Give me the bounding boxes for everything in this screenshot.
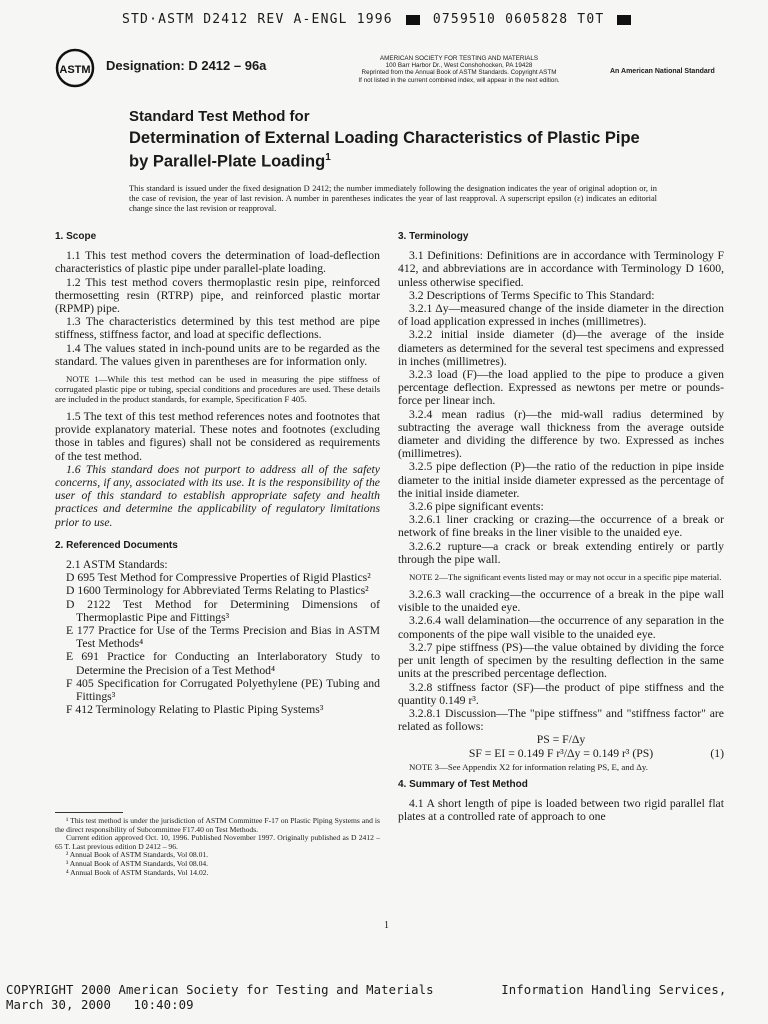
equation-number: (1): [710, 746, 724, 760]
equation-line: SF = EI = 0.149 F r³/Δy = 0.149 r³ (PS): [468, 746, 654, 760]
page-number: 1: [384, 920, 389, 931]
header-line: STD·ASTM D2412 REV A-ENGL 1996: [122, 12, 393, 27]
paragraph: 3.2.3 load (F)—the load applied to the pipe to produce a given percentage deflection. Expressed as newtons per metre or pounds-force per linear inch.: [398, 368, 724, 408]
paragraph: 1.5 The text of this test method references notes and footnotes that provide explanatory material. These notes and footnotes (excluding those in tables and figures) shall not be considered as requirements of the test method.: [55, 410, 380, 463]
note: NOTE 3—See Appendix X2 for information relating PS, E, and Δy.: [409, 761, 648, 772]
block-mark: [406, 15, 420, 25]
note: NOTE 2—The significant events listed may or may not occur in a specific pipe material.: [409, 572, 722, 583]
paragraph: 3.2.4 mean radius (r)—the mid-wall radius determined by subtracting the average wall thickness from the average outside diameter and dividing the difference by two. Expressed as inches (millimetres).: [398, 407, 724, 461]
equation: [398, 747, 724, 760]
reference-item: E 691 Practice for Conducting an Interlaboratory Study to Determine the Precision of a Test Method⁴: [66, 650, 380, 677]
reference-item: D 1600 Terminology for Abbreviated Terms Relating to Plastics²: [66, 584, 369, 598]
footnote: ² Annual Book of ASTM Standards, Vol 08.01.: [66, 850, 209, 860]
paragraph: 3.2.6 pipe significant events:: [409, 500, 544, 514]
paragraph: 2.1 ASTM Standards:: [66, 558, 168, 572]
paragraph: 3.2.6.3 wall cracking—the occurrence of a break in the pipe wall visible to the unaided eye.: [398, 588, 724, 615]
footnote: ¹ This test method is under the jurisdiction of ASTM Committee F-17 on Plastic Piping Systems and is the direct responsibility of Subcommittee F17.40 on Test Methods.: [55, 816, 380, 834]
reference-item: E 177 Practice for Use of the Terms Precision and Bias in ASTM Test Methods⁴: [66, 624, 380, 651]
header-code: 0759510 0605828 T0T: [432, 12, 605, 27]
header-stamp: [122, 12, 635, 27]
designation: Designation: D 2412 – 96a: [106, 58, 267, 73]
footnote: ³ Annual Book of ASTM Standards, Vol 08.04.: [66, 858, 209, 868]
section-heading: 3. Terminology: [398, 231, 469, 242]
footnote: ⁴ Annual Book of ASTM Standards, Vol 14.02.: [66, 867, 209, 877]
standard-title: Standard Test Method for: [129, 108, 310, 125]
left-column: [55, 230, 380, 717]
footnotes: [55, 817, 380, 877]
paragraph: 3.2.7 pipe stiffness (PS)—the value obtained by dividing the force per unit length of specimen by the resulting deflection in the same units at the prescribed percentage deflection.: [398, 640, 724, 681]
footer-line: COPYRIGHT 2000 American Society for Testing and Materials Information Handling Services,: [6, 983, 727, 997]
note: NOTE 1—While this test method can be used in measuring the pipe stiffness of corrugated plastic pipe or tubing, special conditions and procedures are used. These details are included in the product standards, for example, Specification F 405.: [55, 374, 380, 405]
paragraph: 3.2.1 Δy—measured change of the inside diameter in the direction of load application expressed in inches (millimetres).: [398, 302, 724, 329]
title-footnote-mark: 1: [325, 152, 331, 163]
paragraph: 1.3 The characteristics determined by this test method are pipe stiffness, stiffness factor, and load at specific deflections.: [55, 315, 380, 342]
svg-text:ASTM: ASTM: [59, 64, 91, 76]
publisher-block: [324, 55, 594, 84]
section-heading: 2. Referenced Documents: [55, 539, 178, 551]
paragraph: 3.2.8.1 Discussion—The "pipe stiffness" and "stiffness factor" are related as follows:: [398, 706, 724, 734]
paragraph: 3.2.5 pipe deflection (P)—the ratio of the reduction in pipe inside diameter to the initial inside diameter expressed as the percentage of the initial inside diameter.: [398, 460, 724, 500]
main-title-text: Determination of External Loading Characteristics of Plastic Pipe by Parallel-Plate Loading: [129, 129, 640, 171]
footnote: Current edition approved Oct. 10, 1996. Published November 1997. Originally published as D 2412 – 65 T. Last previous edition D 2412 – 96.: [55, 833, 380, 851]
paragraph: 3.1 Definitions: Definitions are in accordance with Terminology F 412, and abbreviations are in accordance with Terminology D 1600, unless otherwise specified.: [398, 249, 724, 289]
reference-item: F 405 Specification for Corrugated Polyethylene (PE) Tubing and Fittings³: [66, 676, 380, 704]
paragraph: 3.2.8 stiffness factor (SF)—the product of pipe stiffness and the quantity 0.149 r³.: [398, 680, 724, 707]
reference-item: D 2122 Test Method for Determining Dimensions of Thermoplastic Pipe and Fittings³: [66, 597, 380, 624]
issued-notice: This standard is issued under the fixed designation D 2412; the number immediately following the designation indicates the year of original adoption or, in the case of revision, the year of last revision. A number in parentheses indicates the year of last reapproval. A superscript epsilon (ε) indicates an editorial change since the last revision or reapproval.: [129, 184, 657, 213]
section-heading: 4. Summary of Test Method: [398, 778, 528, 790]
paragraph: 3.2.6.1 liner cracking or crazing—the occurrence of a break or network of fine breaks in the liner visible to the unaided eye.: [398, 513, 724, 540]
footer-line: March 30, 2000 10:40:09: [6, 998, 194, 1012]
publisher-line: If not listed in the current combined index, will appear in the next edition.: [358, 76, 560, 84]
paragraph: 3.2.6.4 wall delamination—the occurrence of any separation in the components of the pipe wall visible to the unaided eye.: [398, 614, 724, 641]
paragraph: 1.1 This test method covers the determination of load-deflection characteristics of plastic pipe under parallel-plate loading.: [55, 249, 380, 276]
publisher-line: 100 Barr Harbor Dr., West Conshohocken, PA 19428: [385, 62, 533, 70]
astm-logo-icon: [55, 48, 95, 88]
reference-item: F 412 Terminology Relating to Plastic Piping Systems³: [66, 703, 324, 717]
paragraph: 1.2 This test method covers thermoplastic resin pipe, reinforced thermosetting resin (RTRP) pipe, and reinforced plastic mortar (RPMP) pipe.: [55, 275, 380, 316]
paragraph: 1.6 This standard does not purport to address all of the safety concerns, if any, associated with its use. It is the responsibility of the user of this standard to establish appropriate safety and health practices and determine the applicability of regulatory limitations prior to use.: [55, 462, 380, 529]
reference-item: D 695 Test Method for Compressive Properties of Rigid Plastics²: [66, 571, 371, 585]
block-mark: [617, 15, 631, 25]
equation-line: PS = F/Δy: [536, 733, 586, 747]
main-title: [129, 129, 649, 172]
section-heading: 1. Scope: [55, 231, 97, 242]
paragraph: 3.2.2 initial inside diameter (d)—the average of the inside diameters as determined for the several test specimens and expressed in inches (millimetres).: [398, 328, 724, 368]
paragraph: 4.1 A short length of pipe is loaded between two rigid parallel flat plates at a controlled rate of approach to one: [398, 796, 724, 824]
paragraph: 1.4 The values stated in inch-pound units are to be regarded as the standard. The values given in parentheses are for information only.: [55, 341, 380, 368]
national-standard: An American National Standard: [610, 68, 715, 75]
paragraph: 3.2.6.2 rupture—a crack or break extending entirely or partly through the pipe wall.: [398, 539, 724, 566]
footnote-rule: [55, 812, 123, 813]
paragraph: 3.2 Descriptions of Terms Specific to This Standard:: [409, 288, 655, 302]
publisher-line: Reprinted from the Annual Book of ASTM Standards. Copyright ASTM: [361, 69, 557, 77]
right-column: [398, 230, 724, 823]
publisher-line: AMERICAN SOCIETY FOR TESTING AND MATERIALS: [379, 55, 539, 62]
